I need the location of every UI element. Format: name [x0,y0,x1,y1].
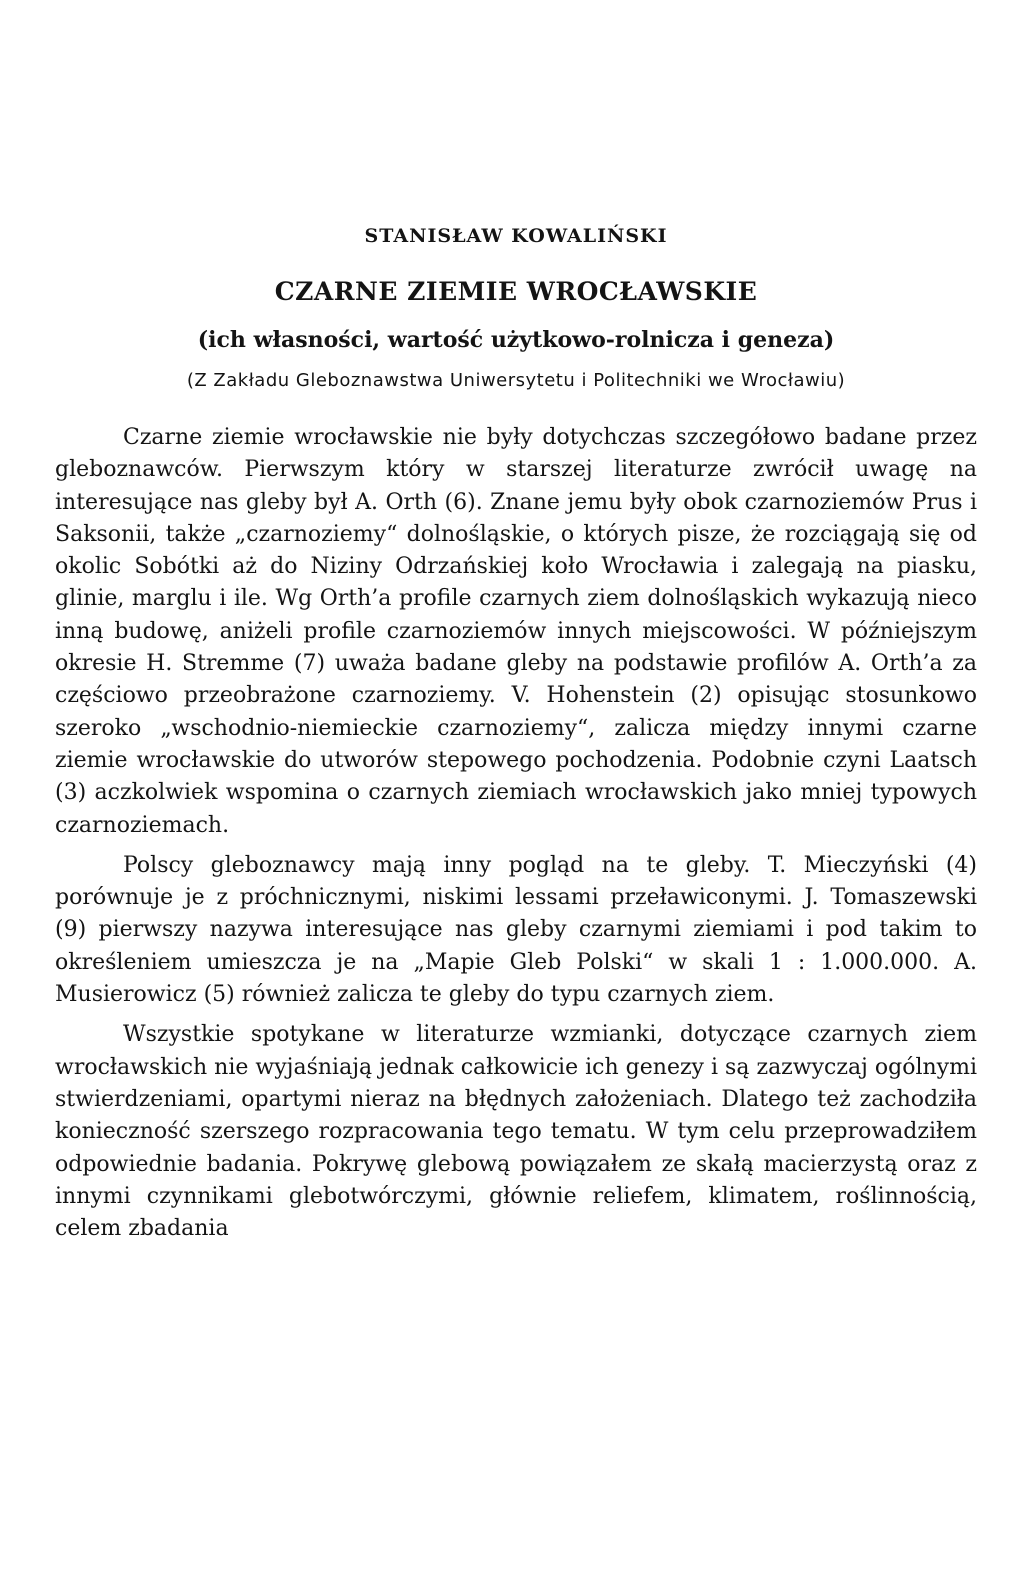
article-title: CZARNE ZIEMIE WROCŁAWSKIE [274,277,758,306]
paragraph-3: Wszystkie spotykane w literaturze wzmianki, dotyczące czarnych ziem wrocławskich nie wyjaśniają jednak całkowicie ich genezy i są zazwyczaj ogólnymi stwierdzeniami, opartymi nieraz na błędnych założeniach. Dlatego też zachodziła konieczność szerszego rozpracowania tego tematu. W tym celu przeprowadziłem odpowiednie badania. Pokrywę glebową powiązałem ze skałą macierzystą oraz z innymi czynnikami glebotwórczymi, głównie reliefem, klimatem, roślinnością, celem zbadania [55,1022,977,1242]
paragraph-2: Polscy gleboznawcy mają inny pogląd na te gleby. T. Mieczyński (4) porównuje je z próchnicznymi, niskimi lessami przeławiconymi. J. Tomaszewski (9) pierwszy nazywa interesujące nas gleby czarnymi ziemiami i pod takim to określeniem umieszcza je na „Mapie Gleb Polski“ w skali 1 : 1.000.000. A. Musierowicz (5) również zalicza te gleby do typu czarnych ziem. [55,852,977,1008]
article-body [55,422,977,1245]
author-name: STANISŁAW KOWALIŃSKI [364,225,668,247]
document-page [55,225,977,1253]
article-subtitle: (ich własności, wartość użytkowo-rolnicza i geneza) [197,327,835,353]
paragraph-1: Czarne ziemie wrocławskie nie były dotychczas szczegółowo badane przez gleboznawców. Pierwszym który w starszej literaturze zwrócił uwagę na interesujące nas gleby był A. Orth (6). Znane jemu były obok czarnoziemów Prus i Saksonii, także „czarnoziemy“ dolnośląskie, o których pisze, że rozciągają się od okolic Sobótki aż do Niziny Odrzańskiej koło Wrocławia i zalegają na piasku, glinie, marglu i ile. Wg Orth’a profile czarnych ziem dolnośląskich wykazują nieco inną budowę, aniżeli profile czarnoziemów innych miejscowości. W późniejszym okresie H. Stremme (7) uważa badane gleby na podstawie profilów A. Orth’a za częściowo przeobrażone czarnoziemy. V. Hohenstein (2) opisując stosunkowo szeroko „wschodnio-niemieckie czarnoziemy“, zalicza między innymi czarne ziemie wrocławskie do utworów stepowego pochodzenia. Podobnie czyni Laatsch (3) aczkolwiek wspomina o czarnych ziemiach wrocławskich jako mniej typowych czarnoziemach. [55,425,977,838]
affiliation: (Z Zakładu Gleboznawstwa Uniwersytetu i Politechniki we Wrocławiu) [186,370,846,391]
